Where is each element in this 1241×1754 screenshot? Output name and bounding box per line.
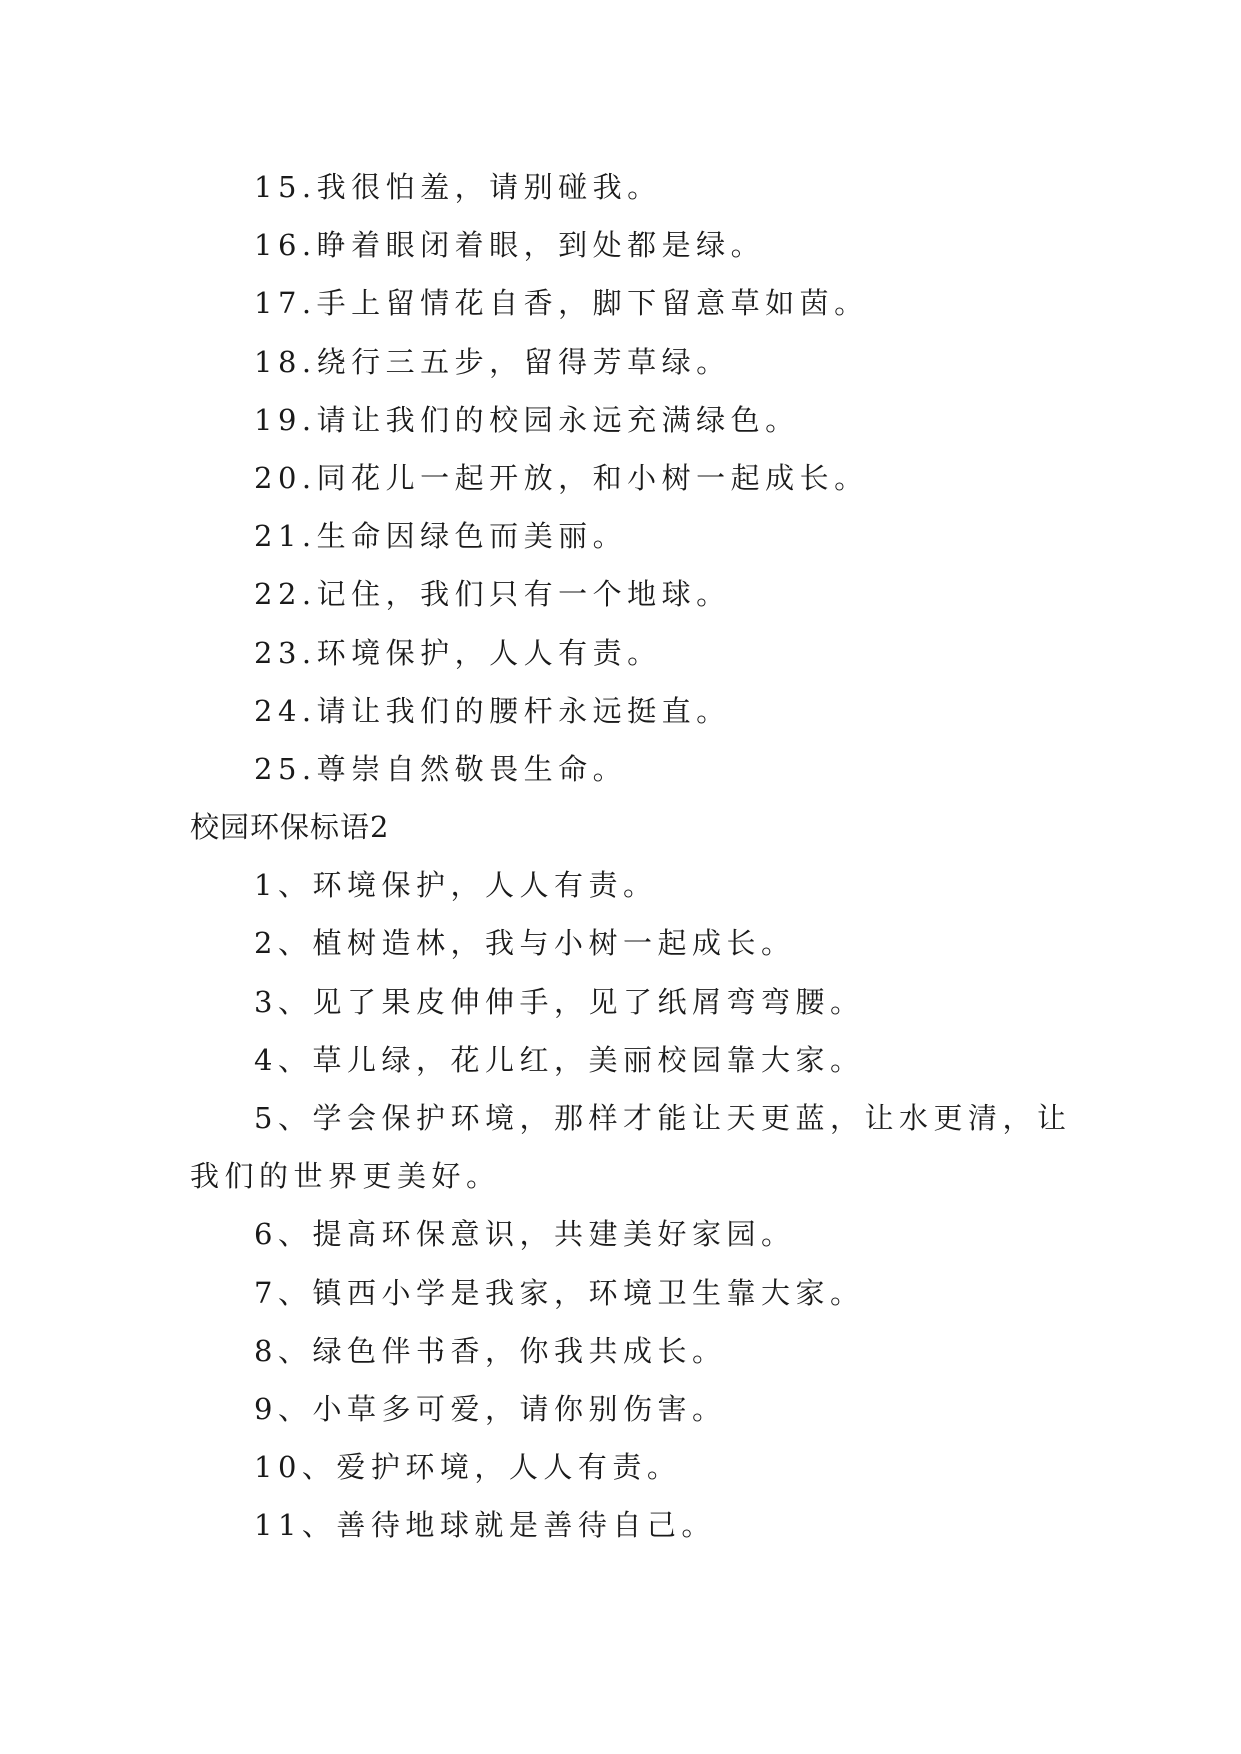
slogan-line: 7、镇西小学是我家，环境卫生靠大家。 — [254, 1275, 865, 1310]
slogan-line-continuation: 我们的世界更美好。 — [190, 1159, 501, 1194]
slogan-line: 8、绿色伴书香，你我共成长。 — [254, 1333, 727, 1368]
slogan-line: 21.生命因绿色而美丽。 — [254, 519, 628, 554]
slogan-line: 17.手上留情花自香，脚下留意草如茵。 — [254, 286, 869, 321]
slogan-line: 2、植树造林，我与小树一起成长。 — [254, 926, 796, 961]
slogan-line: 19.请让我们的校园永远充满绿色。 — [254, 402, 800, 437]
slogan-line: 1、环境保护，人人有责。 — [254, 868, 658, 903]
slogan-line: 9、小草多可爱，请你别伤害。 — [254, 1391, 727, 1426]
slogan-line: 23.环境保护，人人有责。 — [254, 635, 662, 670]
slogan-line: 15.我很怕羞，请别碰我。 — [254, 170, 662, 204]
slogan-line: 6、提高环保意识，共建美好家园。 — [254, 1217, 796, 1252]
slogan-line: 16.睁着眼闭着眼，到处都是绿。 — [254, 228, 766, 263]
document-body — [190, 158, 1072, 1555]
slogan-line: 5、学会保护环境，那样才能让天更蓝，让水更清，让 — [254, 1101, 1072, 1135]
section-heading: 校园环保标语2 — [190, 810, 390, 845]
slogan-line: 11、善待地球就是善待自己。 — [254, 1508, 716, 1543]
slogan-line: 10、爱护环境，人人有责。 — [254, 1450, 682, 1485]
slogan-line: 22.记住，我们只有一个地球。 — [254, 577, 731, 612]
slogan-line: 20.同花儿一起开放，和小树一起成长。 — [254, 460, 869, 495]
slogan-line: 24.请让我们的腰杆永远挺直。 — [254, 693, 731, 728]
slogan-line: 3、见了果皮伸伸手，见了纸屑弯弯腰。 — [254, 984, 865, 1019]
slogan-line: 4、草儿绿，花儿红，美丽校园靠大家。 — [254, 1042, 865, 1077]
slogan-line: 25.尊崇自然敬畏生命。 — [254, 751, 628, 786]
slogan-line: 18.绕行三五步，留得芳草绿。 — [254, 344, 731, 379]
